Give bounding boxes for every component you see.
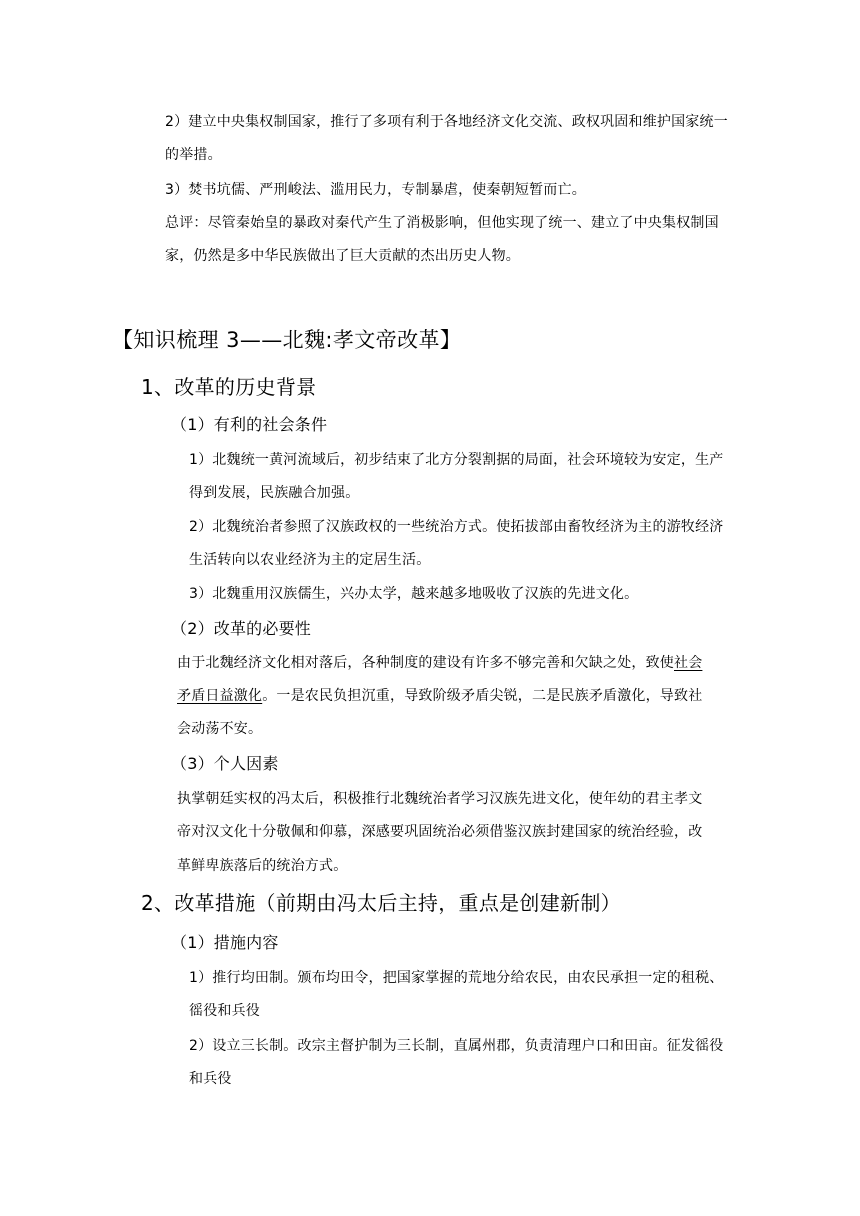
personal-line3: 革鲜卑族落后的统治方式。 (177, 858, 348, 874)
measures-content-heading: （1）措施内容 (171, 933, 279, 952)
favorable-item1-line1: 1）北魏统一黄河流域后，初步结束了北方分裂割据的局面，社会环境较为安定，生产 (189, 452, 724, 468)
necessity-line1 (177, 654, 702, 672)
necessity-line1-underlined: 社会 (674, 655, 703, 671)
measures-item1-line1: 1）推行均田制。颁布均田令，把国家掌握的荒地分给农民，由农民承担一定的租税、 (189, 970, 724, 986)
personal-line2: 帝对汉文化十分敬佩和仰慕，深感要巩固统治必须借鉴汉族封建国家的统治经验，改 (177, 824, 703, 840)
measures-heading: 2、改革措施（前期由冯太后主持，重点是创建新制） (141, 891, 621, 915)
carryover-summary-line1: 总评：尽管秦始皇的暴政对秦代产生了消极影响，但他实现了统一、建立了中央集权制国 (165, 215, 719, 231)
necessity-heading: （2）改革的必要性 (171, 619, 311, 638)
section-title: 【知识梳理 3——北魏:孝文帝改革】 (112, 328, 462, 352)
carryover-summary-line2: 家，仍然是多中华民族做出了巨大贡献的杰出历史人物。 (165, 248, 520, 264)
necessity-line2-text: 。一是农民负担沉重，导致阶级矛盾尖锐，二是民族矛盾激化，导致社 (262, 688, 703, 704)
favorable-item3: 3）北魏重用汉族儒生，兴办太学，越来越多地吸收了汉族的先进文化。 (189, 586, 639, 602)
personal-line1: 执掌朝廷实权的冯太后，积极推行北魏统治者学习汉族先进文化，使年幼的君主孝文 (177, 791, 703, 807)
measures-item2-line2: 和兵役 (189, 1071, 232, 1087)
favorable-item2-line1: 2）北魏统治者参照了汉族政权的一些统治方式。使拓拔部由畜牧经济为主的游牧经济 (189, 519, 724, 535)
favorable-item1-line2: 得到发展，民族融合加强。 (189, 485, 360, 501)
measures-item1-line2: 徭役和兵役 (189, 1003, 260, 1019)
carryover-point3: 3）焚书坑儒、严刑峻法、滥用民力，专制暴虐，使秦朝短暂而亡。 (165, 182, 586, 198)
favorable-item2-line2: 生活转向以农业经济为主的定居生活。 (189, 552, 431, 568)
measures-item2-line1: 2）设立三长制。改宗主督护制为三长制，直属州郡，负责清理户口和田亩。征发徭役 (189, 1038, 724, 1054)
necessity-line2 (177, 687, 702, 705)
background-heading: 1、改革的历史背景 (141, 375, 317, 399)
favorable-heading: （1）有利的社会条件 (171, 415, 328, 434)
necessity-line2-underlined: 矛盾日益激化 (177, 688, 263, 704)
carryover-point2-line2: 的举措。 (165, 147, 222, 163)
carryover-point2-line1: 2）建立中央集权制国家，推行了多项有利于各地经济文化交流、政权巩固和维护国家统一 (165, 114, 728, 130)
necessity-line1-text: 由于北魏经济文化相对落后，各种制度的建设有许多不够完善和欠缺之处，致使 (177, 655, 674, 671)
personal-heading: （3）个人因素 (171, 754, 279, 773)
necessity-line3: 会动荡不安。 (177, 721, 263, 737)
